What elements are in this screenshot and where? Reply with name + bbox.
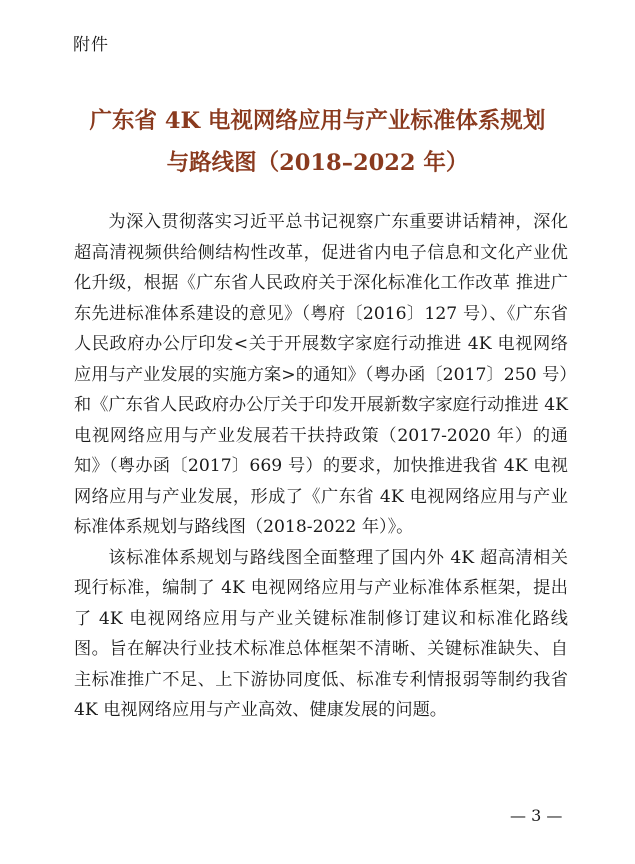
title-line-2: 与路线图（2018–2022 年） <box>166 150 469 176</box>
body-paragraph-2: 该标准体系规划与路线图全面整理了国内外 4K 超高清相关现行标准，编制了 4K 电视网络应用与产业标准体系框架，提出了 4K 电视网络应用与产业关键标准制修订建议和标准化路线图。旨在解决行业技术标准总体框架不清晰、关键标准缺失、自主标准推广不足、上下游协同度低、标准专利情报弱等制约我省 4K 电视网络应用与产业高效、健康发展的问题。 <box>74 547 568 720</box>
document-body <box>74 207 568 726</box>
body-paragraph-1: 为深入贯彻落实习近平总书记视察广东重要讲话精神，深化超高清视频供给侧结构性改革，促进省内电子信息和文化产业优化升级，根据《广东省人民政府关于深化标准化工作改革 推进广东先进标准体系建设的意见》（粤府〔2016〕127 号）、《广东省人民政府办公厅印发<关于开展数字家庭行动推进 4K 电视网络应用与产业发展的实施方案>的通知》（粤办函〔2017〕250 号）和《广东省人民政府办公厅关于印发开展新数字家庭行动推进 4K 电视网络应用与产业发展若干扶持政策（2017-2020 年）的通知》（粤办函〔2017〕669 号）的要求，加快推进我省 4K 电视网络应用与产业发展，形成了《广东省 4K 电视网络应用与产业标准体系规划与路线图（2018-2022 年）》。 <box>74 212 568 537</box>
page-number: — 3 — <box>510 806 563 825</box>
attachment-label: 附件 <box>73 35 109 55</box>
title-line-1: 广东省 4K 电视网络应用与产业标准体系规划 <box>89 108 546 134</box>
document-title <box>60 100 575 184</box>
